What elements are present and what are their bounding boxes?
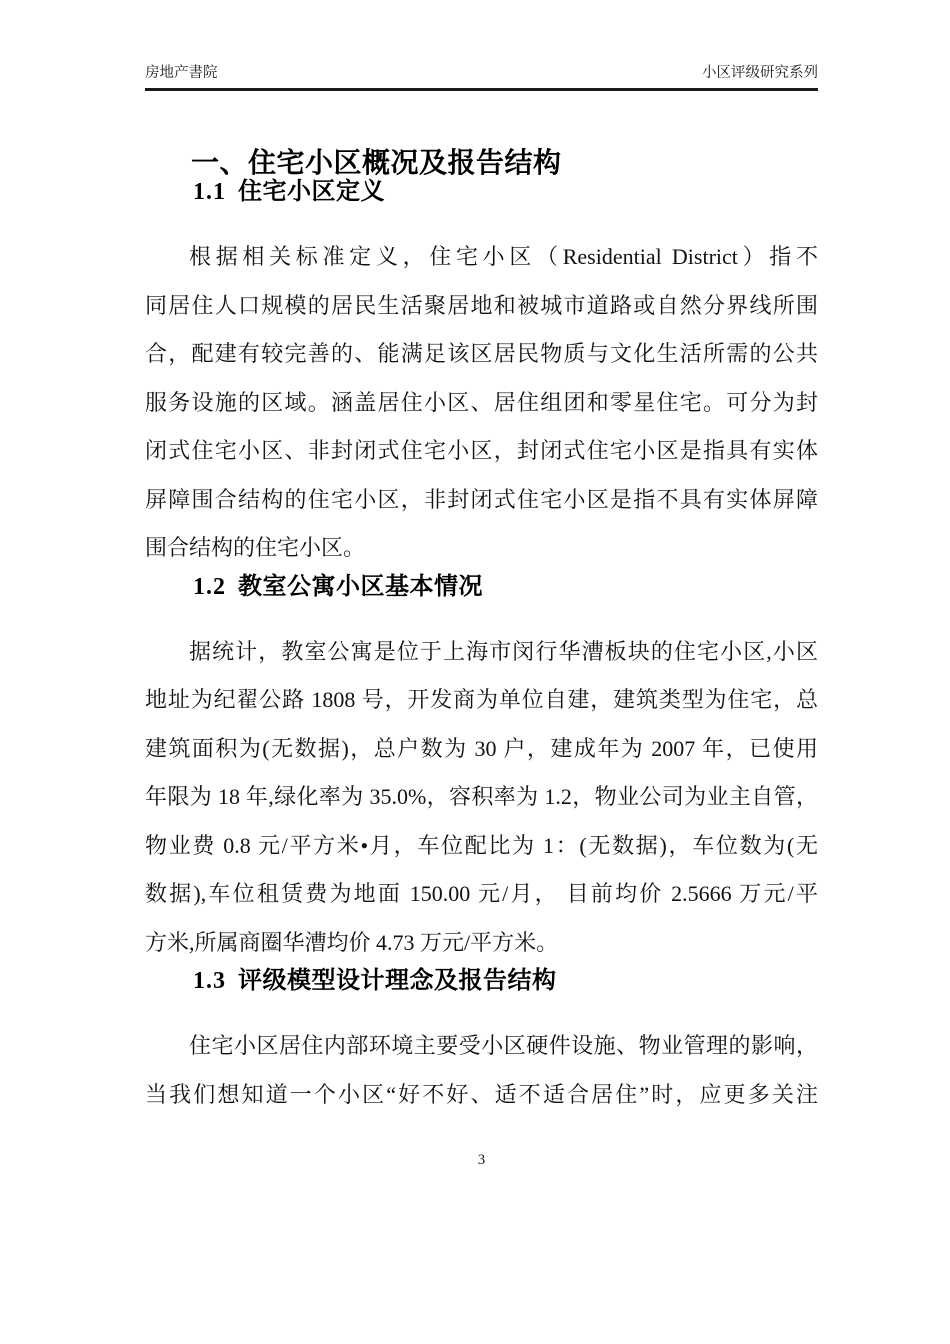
paragraph-line: 闭式住宅小区、非封闭式住宅小区，封闭式住宅小区是指具有实体 xyxy=(145,438,818,463)
paragraph-line: 据统计，教室公寓是位于上海市闵行华漕板块的住宅小区,小区 xyxy=(189,638,818,664)
paragraph-line: 数据),车位租赁费为地面 150.00 元/月， 目前均价 2.5666 万元/平 xyxy=(145,881,818,906)
heading-1-1-number: 1.1 xyxy=(193,179,226,205)
paragraph-line: 物业费 0.8 元/平方米•月，车位配比为 1：(无数据)，车位数为(无 xyxy=(145,832,818,858)
paragraph-line: 当我们想知道一个小区“好不好、适不适合居住”时，应更多关注 xyxy=(145,1081,818,1107)
heading-1-3-number: 1.3 xyxy=(193,968,226,994)
document-body xyxy=(145,93,818,1169)
paragraph-line: 建筑面积为(无数据)，总户数为 30 户，建成年为 2007 年，已使用 xyxy=(145,735,818,761)
paragraph-line: 合，配建有较完善的、能满足该区居民物质与文化生活所需的公共 xyxy=(145,341,818,366)
paragraph-line: 住宅小区居住内部环境主要受小区硬件设施、物业管理的影响， xyxy=(189,1033,818,1058)
paragraph-line: 地址为纪翟公路 1808 号，开发商为单位自建，建筑类型为住宅，总 xyxy=(145,687,818,712)
paragraph-line: 方米,所属商圈华漕均价 4.73 万元/平方米。 xyxy=(145,929,559,955)
heading-1-2 xyxy=(145,573,818,601)
chapter-title: 一、住宅小区概况及报告结构 xyxy=(191,147,562,178)
paragraph-line: 屏障围合结构的住宅小区，非封闭式住宅小区是指不具有实体屏障 xyxy=(145,486,818,512)
paragraph-line: 围合结构的住宅小区。 xyxy=(145,535,366,560)
paragraph-line: 服务设施的区域。涵盖居住小区、居住组团和零星住宅。可分为封 xyxy=(145,389,818,415)
paragraph-1-3 xyxy=(145,1022,818,1119)
heading-1-3 xyxy=(145,967,818,995)
header-right-text: 小区评级研究系列 xyxy=(702,65,818,81)
paragraph-line: 年限为 18 年,绿化率为 35.0%，容积率为 1.2，物业公司为业主自管， xyxy=(145,784,818,809)
paragraph-1-1 xyxy=(145,233,818,573)
page-number: 3 xyxy=(477,1152,486,1168)
heading-1-2-text: 教室公寓小区基本情况 xyxy=(238,572,483,600)
paragraph-line: 根据相关标准定义，住宅小区（Residential District）指不 xyxy=(189,244,818,269)
page-header xyxy=(145,64,818,91)
heading-1-1 xyxy=(145,178,818,206)
heading-1-1-text: 住宅小区定义 xyxy=(238,178,385,205)
heading-1-3-text: 评级模型设计理念及报告结构 xyxy=(238,967,557,994)
paragraph-line: 同居住人口规模的居民生活聚居地和被城市道路或自然分界线所围 xyxy=(145,292,818,318)
paragraph-1-2 xyxy=(145,628,818,968)
header-left-text: 房地产書院 xyxy=(145,65,218,81)
heading-1-2-number: 1.2 xyxy=(193,573,226,600)
